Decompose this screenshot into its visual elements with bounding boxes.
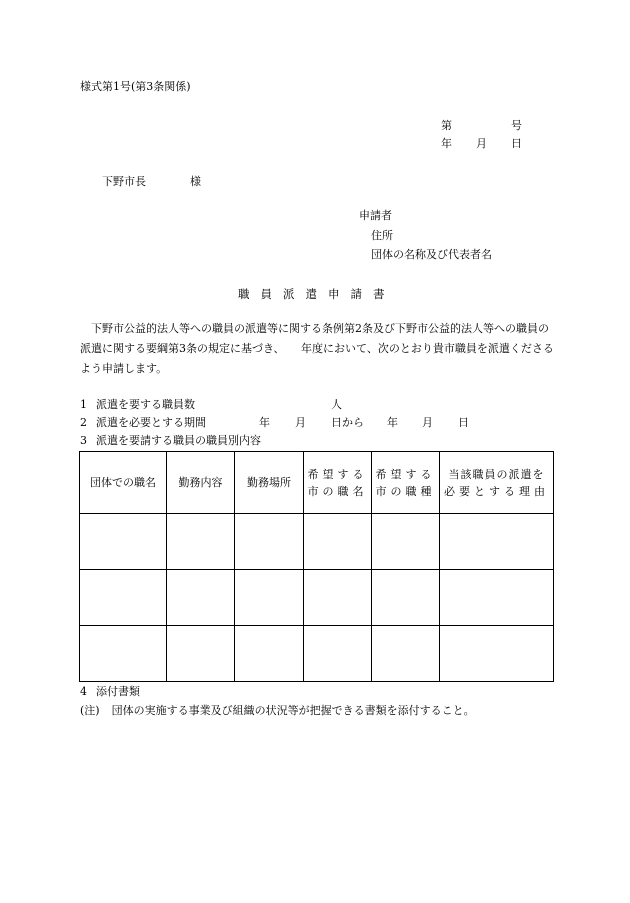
header-duties: 勤務内容	[167, 452, 235, 514]
header-workplace: 勤務場所	[235, 452, 304, 514]
document-number	[441, 119, 522, 133]
item-staff-count	[80, 398, 195, 412]
table-cell[interactable]	[372, 570, 440, 626]
table-cell[interactable]	[80, 570, 167, 626]
note-label: (注)	[80, 704, 100, 717]
header-desired-position: 希望する 市の職名	[304, 452, 372, 514]
table-cell[interactable]	[167, 514, 235, 570]
table-cell[interactable]	[304, 626, 372, 682]
item-attachments	[80, 685, 140, 699]
staff-count-unit: 人	[331, 398, 342, 411]
table-header-row	[80, 452, 554, 514]
document-title: 職員派遣申請書	[238, 287, 396, 301]
table-cell[interactable]	[80, 514, 167, 570]
document-date	[441, 137, 522, 151]
item-period	[80, 416, 206, 430]
item-number: 1	[80, 398, 87, 411]
table-cell[interactable]	[167, 626, 235, 682]
item-number: 4	[80, 685, 87, 698]
table-cell[interactable]	[372, 626, 440, 682]
period-start-day: 日から	[331, 416, 364, 429]
table-cell[interactable]	[167, 570, 235, 626]
header-reason: 当該職員の派遣を 必要とする理由	[440, 452, 554, 514]
item-text: 派遣を必要とする期間	[96, 416, 206, 429]
table-cell[interactable]	[80, 626, 167, 682]
period-end-day: 日	[458, 416, 469, 429]
table-cell[interactable]	[372, 514, 440, 570]
item-number: 2	[80, 416, 87, 429]
item-text: 添付書類	[96, 685, 140, 698]
doc-number-prefix: 第	[441, 119, 452, 132]
table-cell[interactable]	[440, 626, 554, 682]
table-cell[interactable]	[440, 514, 554, 570]
staff-request-table	[79, 451, 554, 682]
period-end-year: 年	[387, 416, 398, 429]
date-year: 年	[441, 137, 452, 150]
date-month: 月	[476, 137, 487, 150]
applicant-label: 申請者	[359, 209, 392, 222]
table-cell[interactable]	[440, 570, 554, 626]
header-org-position: 団体での職名	[80, 452, 167, 514]
period-start-year: 年	[259, 416, 270, 429]
addressee	[102, 175, 201, 189]
item-text: 派遣を要する職員数	[96, 398, 195, 411]
note	[80, 704, 475, 718]
table-cell[interactable]	[235, 570, 304, 626]
item-number: 3	[80, 434, 87, 447]
addressee-name: 下野市長	[102, 175, 146, 188]
applicant-org-label: 団体の名称及び代表者名	[371, 248, 492, 261]
header-desired-job-type: 希望する 市の職種	[372, 452, 440, 514]
body-text: 下野市公益的法人等への職員の派遣等に関する条例第2条及び下野市公益的法人等への職員の派遣に関する要綱第3条の規定に基づき、 年度において、次のとおり貴市職員を派遣くださるよう申請します。	[80, 322, 554, 375]
table-row	[80, 626, 554, 682]
table-cell[interactable]	[304, 514, 372, 570]
table-row	[80, 514, 554, 570]
period-range	[259, 416, 469, 430]
period-end-month: 月	[422, 416, 433, 429]
table-cell[interactable]	[304, 570, 372, 626]
doc-number-suffix: 号	[511, 119, 522, 132]
table-cell[interactable]	[235, 626, 304, 682]
item-text: 派遣を要請する職員の職員別内容	[96, 434, 261, 447]
date-day: 日	[511, 137, 522, 150]
addressee-honorific: 様	[190, 175, 201, 188]
note-text: 団体の実施する事業及び組織の状況等が把握できる書類を添付すること。	[111, 704, 475, 717]
table-row	[80, 570, 554, 626]
applicant-address-label: 住所	[371, 229, 393, 242]
item-staff-details	[80, 434, 261, 448]
period-start-month: 月	[295, 416, 306, 429]
table-cell[interactable]	[235, 514, 304, 570]
form-number: 様式第1号(第3条関係)	[80, 80, 191, 93]
